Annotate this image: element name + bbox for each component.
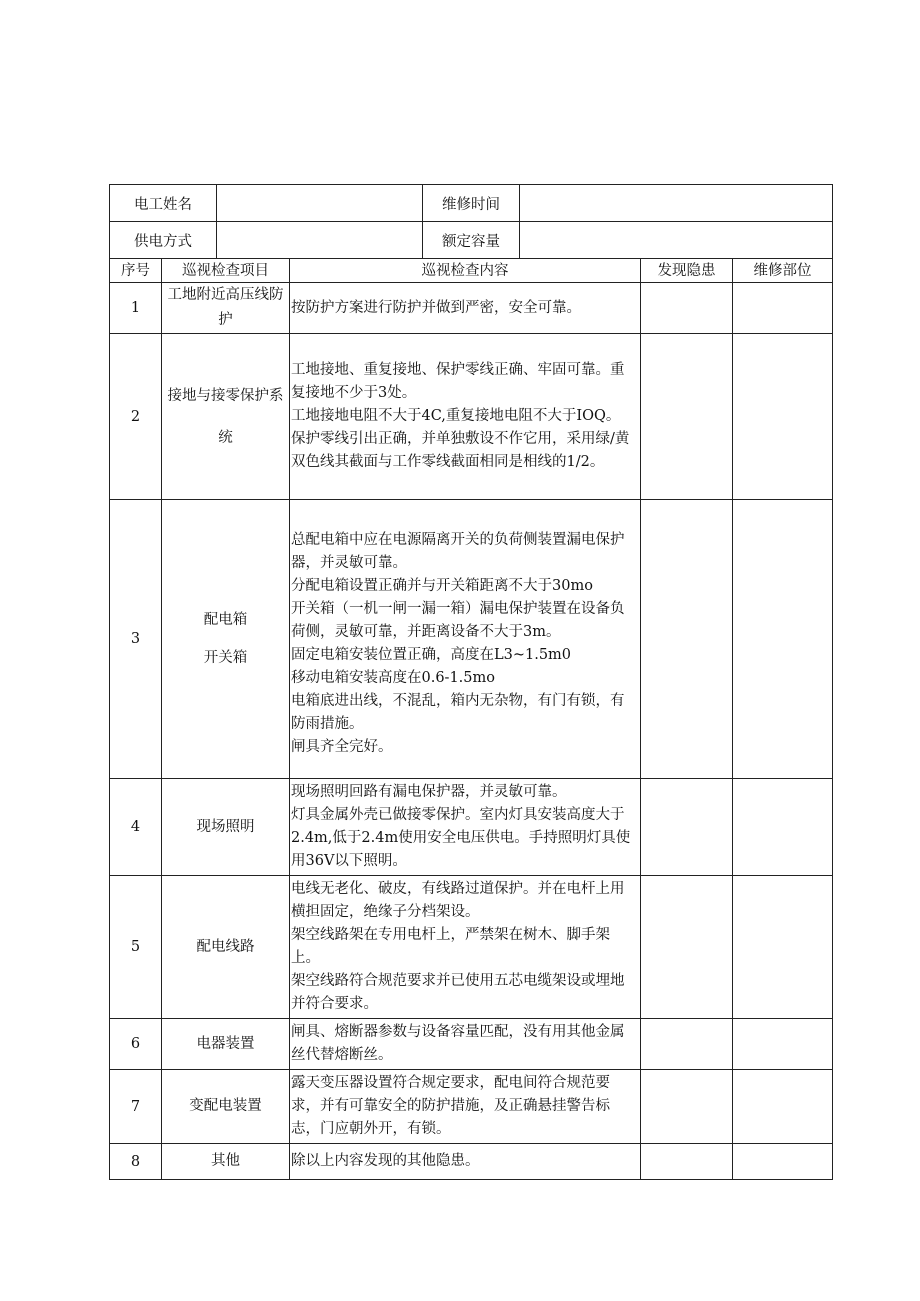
row-number: 1 — [110, 283, 162, 334]
table-row — [110, 500, 833, 779]
row-content — [290, 779, 641, 876]
info-row-2 — [110, 222, 833, 259]
row-item: 变配电装置 — [162, 1070, 290, 1144]
hazard-cell[interactable] — [641, 1070, 733, 1144]
row-item: 接地与接零保护系统 — [162, 334, 290, 500]
table-row — [110, 1019, 833, 1070]
content-line: 电箱底进出线，不混乱，箱内无杂物，有门有锁，有防雨措施。 — [291, 693, 625, 732]
row-number: 6 — [110, 1019, 162, 1070]
repair-cell[interactable] — [733, 876, 833, 1019]
electrician-name-field[interactable] — [217, 185, 423, 222]
content-line: 架空线路架在专用电杆上，严禁架在树木、脚手架上。 — [291, 927, 610, 966]
content-line: 移动电箱安装高度在0.6-1.5mo — [291, 670, 495, 686]
hazard-cell[interactable] — [641, 779, 733, 876]
rated-capacity-field[interactable] — [520, 222, 833, 259]
repair-cell[interactable] — [733, 500, 833, 779]
electrician-name-label: 电工姓名 — [110, 185, 217, 222]
content-line: 闸具齐全完好。 — [291, 739, 393, 755]
row-content — [290, 876, 641, 1019]
content-line: 总配电箱中应在电源隔离开关的负荷侧装置漏电保护器，并灵敏可靠。 — [291, 532, 625, 571]
table-row — [110, 779, 833, 876]
row-content — [290, 334, 641, 500]
content-line: 现场照明回路有漏电保护器，并灵敏可靠。 — [291, 784, 567, 800]
table-row — [110, 876, 833, 1019]
header-no: 序号 — [110, 259, 162, 283]
repair-cell[interactable] — [733, 779, 833, 876]
content-line: 除以上内容发现的其他隐患。 — [291, 1153, 480, 1169]
content-line: 电线无老化、破皮，有线路过道保护。并在电杆上用横担固定，绝缘子分档架设。 — [291, 881, 625, 920]
header-hazard: 发现隐患 — [641, 259, 733, 283]
maintenance-time-label: 维修时间 — [423, 185, 520, 222]
row-content — [290, 1070, 641, 1144]
hazard-cell[interactable] — [641, 876, 733, 1019]
row-item — [162, 500, 290, 779]
row-number: 2 — [110, 334, 162, 500]
header-content: 巡视检查内容 — [290, 259, 641, 283]
content-line: 开关箱（一机一闸一漏一箱）漏电保护装置在设备负荷侧，灵敏可靠，并距离设备不大于3m。 — [291, 601, 625, 640]
row-item: 电器装置 — [162, 1019, 290, 1070]
content-line: 工地接地、重复接地、保护零线正确、牢固可靠。重复接地不少于3处。 — [291, 362, 625, 401]
row-content — [290, 283, 641, 334]
content-line: 分配电箱设置正确并与开关箱距离不大于30mo — [291, 578, 593, 594]
row-number: 8 — [110, 1144, 162, 1180]
content-line: 保护零线引出正确，并单独敷设不作它用，采用绿/黄双色线其截面与工作零线截面相同是相线的1/2。 — [291, 431, 630, 470]
power-supply-field[interactable] — [217, 222, 423, 259]
table-row — [110, 283, 833, 334]
row-content — [290, 500, 641, 779]
power-supply-label: 供电方式 — [110, 222, 217, 259]
row-item: 工地附近高压线防护 — [162, 283, 290, 334]
content-line: 架空线路符合规范要求并已使用五芯电缆架设或埋地并符合要求。 — [291, 973, 625, 1012]
item-line: 开关箱 — [203, 650, 248, 666]
hazard-cell[interactable] — [641, 1144, 733, 1180]
hazard-cell[interactable] — [641, 283, 733, 334]
content-line: 固定电箱安装位置正确，高度在L3~1.5m0 — [291, 647, 572, 663]
hazard-cell[interactable] — [641, 334, 733, 500]
repair-cell[interactable] — [733, 283, 833, 334]
maintenance-time-field[interactable] — [520, 185, 833, 222]
content-line: 灯具金属外壳已做接零保护。室内灯具安装高度大于2.4m,低于2.4m使用安全电压供电。手持照明灯具使用36V以下照明。 — [291, 807, 631, 869]
rated-capacity-label: 额定容量 — [423, 222, 520, 259]
table-row — [110, 1144, 833, 1180]
content-line: 工地接地电阻不大于4C,重复接地电阻不大于IOQ。 — [291, 408, 621, 424]
row-item: 其他 — [162, 1144, 290, 1180]
header-item: 巡视检查项目 — [162, 259, 290, 283]
row-content — [290, 1019, 641, 1070]
content-line: 露天变压器设置符合规定要求，配电间符合规范要求，并有可靠安全的防护措施，及正确悬挂警告标志，门应朝外开，有锁。 — [291, 1075, 610, 1137]
repair-cell[interactable] — [733, 1019, 833, 1070]
info-row-1 — [110, 185, 833, 222]
repair-cell[interactable] — [733, 334, 833, 500]
hazard-cell[interactable] — [641, 500, 733, 779]
row-content — [290, 1144, 641, 1180]
row-number: 5 — [110, 876, 162, 1019]
item-line: 配电箱 — [203, 612, 248, 628]
row-number: 4 — [110, 779, 162, 876]
table-row — [110, 1070, 833, 1144]
repair-cell[interactable] — [733, 1070, 833, 1144]
row-number: 7 — [110, 1070, 162, 1144]
header-repair: 维修部位 — [733, 259, 833, 283]
row-item: 配电线路 — [162, 876, 290, 1019]
content-line: 按防护方案进行防护并做到严密，安全可靠。 — [291, 299, 581, 316]
row-item: 现场照明 — [162, 779, 290, 876]
table-row — [110, 334, 833, 500]
header-row — [110, 259, 833, 283]
row-number: 3 — [110, 500, 162, 779]
inspection-table — [109, 184, 833, 1180]
content-line: 闸具、熔断器参数与设备容量匹配，没有用其他金属丝代替熔断丝。 — [291, 1024, 625, 1063]
hazard-cell[interactable] — [641, 1019, 733, 1070]
repair-cell[interactable] — [733, 1144, 833, 1180]
